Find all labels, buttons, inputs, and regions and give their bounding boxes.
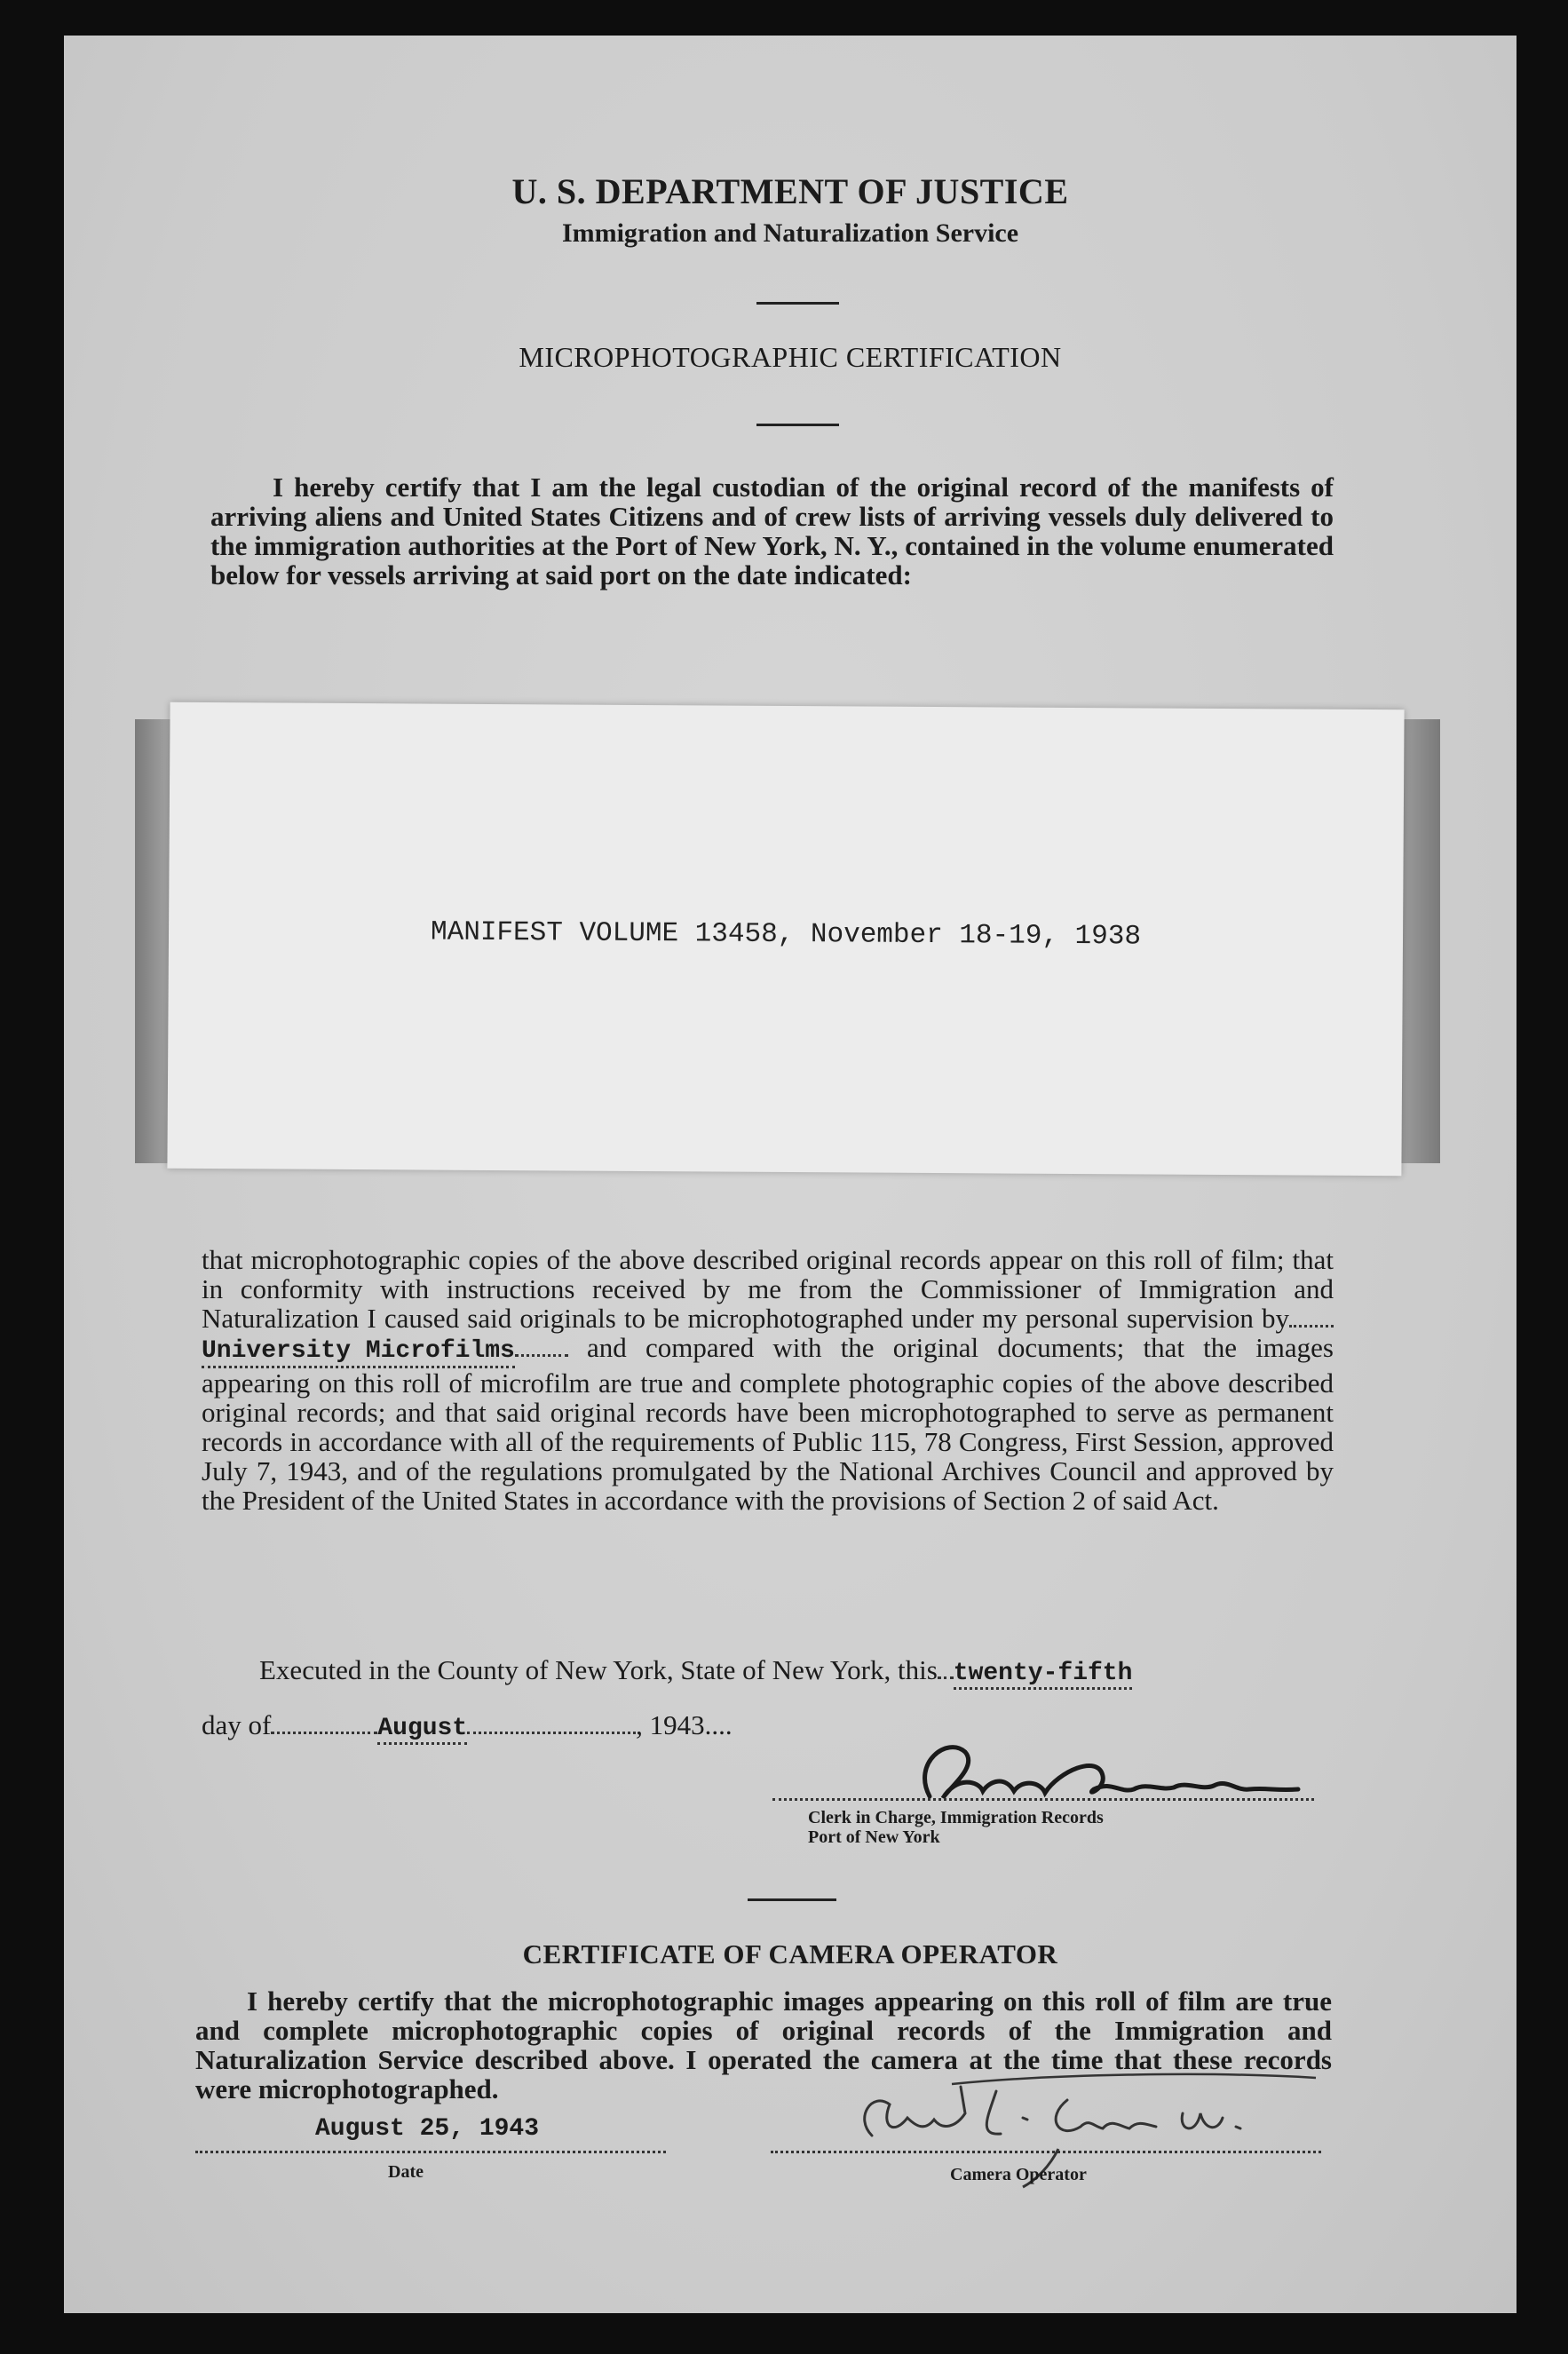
body-text-part1: that microphotographic copies of the above described original records appear on this roll of film; that in conformity with instructions received by me from the Commissioner of Immigration and Naturalization I caused said originals to be microphotographed under my personal supervision by	[202, 1244, 1334, 1334]
year-digit: 3	[691, 1709, 705, 1740]
dotted-fill	[1289, 1325, 1334, 1328]
manifest-volume-label: MANIFEST VOLUME 13458, November 18-19, 1938	[430, 916, 1142, 953]
service-subheading: Immigration and Naturalization Service	[561, 218, 1019, 248]
camera-operator-heading: CERTIFICATE OF CAMERA OPERATOR	[522, 1938, 1058, 1970]
year-suffix: ....	[704, 1709, 733, 1740]
date-label: Date	[388, 2162, 424, 2182]
certificate-page	[64, 36, 1517, 2313]
camera-operator-text: I hereby certify that the microphotographic images appearing on this roll of film are true and complete microphotographic copies of original records of the Immigration and Naturalization Service described above. I operated the camera at the time that these records were microphotographed.	[195, 1985, 1332, 2104]
certification-intro: I hereby certify that I am the legal custodian of the original record of the manifests of arriving aliens and United States Citizens and of crew lists of arriving vessels duly delivered to the immigration authorities at the Port of New York, N. Y., contained in the volume enumerated below for vessels arriving at said port on the date indicated:	[210, 472, 1334, 590]
certification-body	[202, 1245, 1334, 1515]
filmed-by-value: University Microfilms	[202, 1336, 515, 1368]
dotted-fill	[515, 1354, 568, 1357]
clerk-signature-line	[772, 1798, 1314, 1801]
year-prefix: , 194	[636, 1709, 692, 1740]
body-text-part2: and compared with the original documents; that the images appearing on this roll of microfilm are true and complete photographic copies of the above described original records; and that said original records have been microphotographed to serve as permanent records in accordance with all of the requirements of Public 115, 78 Congress, First Session, approved July 7, 1943, and of the regulations promulgated by the National Archives Council and approved by the President of the United States in accordance with the provisions of Section 2 of said Act.	[202, 1332, 1334, 1516]
day-of-label: day of	[202, 1709, 272, 1740]
divider	[748, 1898, 836, 1901]
department-heading: U. S. DEPARTMENT OF JUSTICE	[511, 171, 1069, 211]
date-line	[195, 2151, 666, 2153]
dotted-fill	[467, 1732, 636, 1734]
dotted-fill	[271, 1732, 377, 1734]
document-title: MICROPHOTOGRAPHIC CERTIFICATION	[519, 341, 1062, 373]
operator-signature-line	[771, 2151, 1321, 2153]
volume-insert	[167, 702, 1404, 1176]
date-value: August 25, 1943	[315, 2115, 540, 2143]
divider	[756, 424, 839, 426]
clerk-title-line2: Port of New York	[808, 1827, 940, 1847]
dotted-fill	[938, 1676, 954, 1679]
executed-day-value: twenty-fifth	[954, 1660, 1133, 1690]
executed-line	[259, 1654, 1132, 1690]
executed-text: Executed in the County of New York, State of New York, this	[259, 1654, 938, 1685]
day-of-line	[202, 1709, 733, 1745]
clerk-title-line1: Clerk in Charge, Immigration Records	[808, 1808, 1104, 1827]
divider	[756, 302, 839, 305]
month-value: August	[377, 1715, 467, 1745]
camera-operator-label: Camera Operator	[950, 2165, 1087, 2184]
